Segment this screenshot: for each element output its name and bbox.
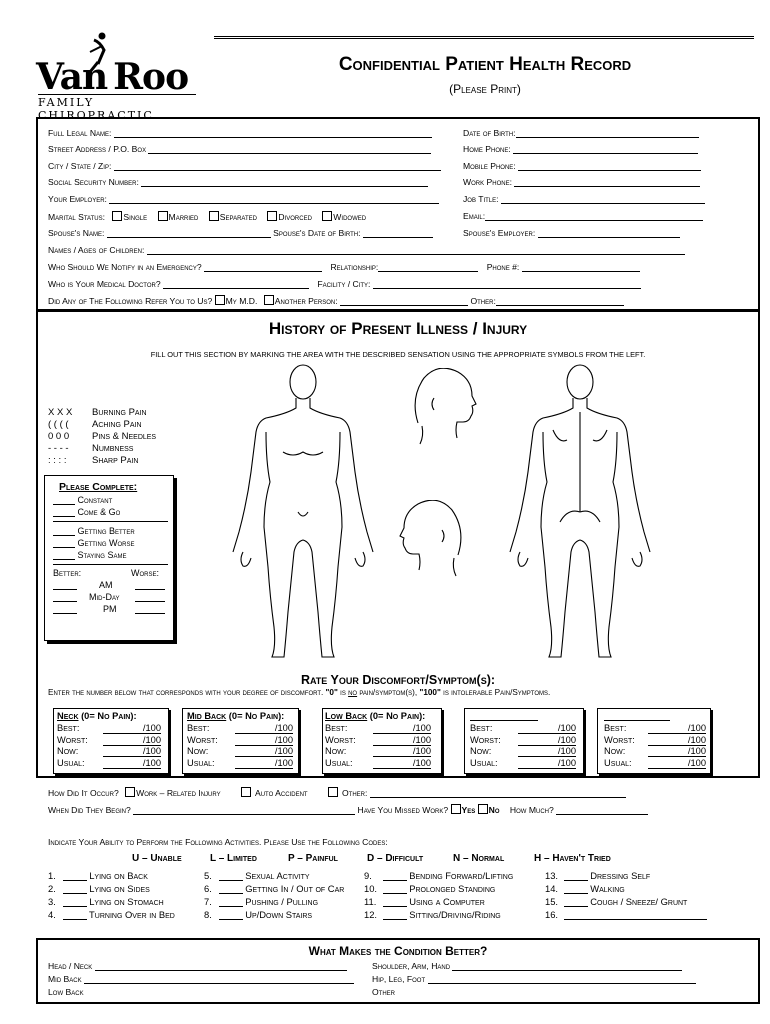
hip-label: Hip, Leg, Foot bbox=[372, 974, 426, 984]
legend-label: Numbness bbox=[92, 443, 134, 454]
how-much-field[interactable] bbox=[556, 805, 648, 815]
activity-label: Cough / Sneeze/ Grunt bbox=[590, 896, 688, 907]
missed-yes-label: Yes bbox=[461, 805, 476, 815]
activity-num: 11. bbox=[364, 896, 377, 907]
rating-row-label: Usual: bbox=[325, 757, 353, 768]
rating-area-note: (0= No Pain): bbox=[226, 711, 285, 721]
rating-row-label: Now: bbox=[604, 746, 626, 757]
rating-custom-1 bbox=[470, 711, 576, 769]
activity-item bbox=[204, 896, 318, 907]
mobile-label: Mobile Phone: bbox=[463, 161, 516, 171]
how-occur-label: How Did It Occur? bbox=[48, 788, 119, 798]
come-go-blank[interactable] bbox=[53, 507, 75, 517]
rating-row-label: Best: bbox=[57, 723, 80, 733]
rating-row-label: Best: bbox=[187, 723, 210, 733]
rating-row-label: Usual: bbox=[470, 757, 498, 768]
other-cause-label: Other: bbox=[341, 788, 368, 798]
phone-label: Phone #: bbox=[486, 262, 520, 272]
ref-md-label: My M.D. bbox=[225, 296, 258, 306]
ref-other-person-field[interactable] bbox=[340, 296, 468, 306]
rating-input[interactable]: /100 bbox=[235, 758, 293, 769]
activity-blank[interactable] bbox=[63, 910, 87, 920]
activity-num: 13. bbox=[545, 870, 559, 881]
activity-label: Up/Down Stairs bbox=[245, 909, 313, 920]
missed-no-checkbox[interactable] bbox=[478, 804, 488, 814]
rating-instruction-a: Enter the number below that corresponds with your degree of discomfort. bbox=[48, 688, 326, 697]
rating-input[interactable]: /100 bbox=[648, 758, 706, 769]
activity-blank[interactable] bbox=[564, 871, 588, 881]
rating-area-note: (0= No Pain): bbox=[367, 711, 426, 721]
rating-row-label: Worst: bbox=[187, 734, 218, 745]
rating-area-note: (0= No Pain): bbox=[78, 711, 137, 721]
activity-num: 14. bbox=[545, 883, 559, 894]
ref-other-field[interactable] bbox=[496, 296, 624, 306]
marital-married-checkbox[interactable] bbox=[158, 211, 168, 221]
activity-blank[interactable] bbox=[564, 897, 588, 907]
when-began-field[interactable] bbox=[133, 805, 355, 815]
rating-instruction-g: is intolerable Pain/Symptoms. bbox=[440, 688, 551, 697]
rating-area-name-field[interactable] bbox=[470, 711, 538, 721]
activity-num: 15. bbox=[545, 896, 559, 907]
spouse-name-field[interactable] bbox=[107, 228, 271, 238]
marital-separated-checkbox[interactable] bbox=[209, 211, 219, 221]
activity-num: 6. bbox=[204, 883, 212, 894]
rating-instruction-hundred: "100" bbox=[419, 688, 441, 697]
doctor-field[interactable] bbox=[163, 279, 309, 289]
logo bbox=[36, 28, 196, 122]
how-much-label: How Much? bbox=[509, 805, 554, 815]
rating-row-label: Now: bbox=[470, 746, 492, 757]
hip-field[interactable] bbox=[428, 974, 696, 984]
activity-num: 4. bbox=[48, 909, 56, 920]
ssn-label: Social Security Number: bbox=[48, 177, 139, 187]
symbol-legend bbox=[48, 407, 156, 467]
better-label: Better: bbox=[53, 568, 82, 578]
activity-blank[interactable] bbox=[219, 871, 243, 881]
activity-blank[interactable] bbox=[383, 871, 407, 881]
page-title: Confidential Patient Health Record bbox=[338, 54, 632, 75]
rating-low-back bbox=[325, 711, 431, 769]
activity-item bbox=[545, 883, 625, 894]
activity-item bbox=[204, 909, 312, 920]
activity-label: Using a Computer bbox=[409, 896, 485, 907]
activity-num: 9. bbox=[364, 870, 372, 881]
better-title: What Makes the Condition Better? bbox=[308, 944, 488, 958]
constant-blank[interactable] bbox=[53, 495, 75, 505]
rating-input[interactable]: /100 bbox=[103, 746, 161, 757]
midday-label: Mid-Day bbox=[89, 592, 120, 602]
activity-num: 7. bbox=[204, 896, 212, 907]
job-title-field[interactable] bbox=[501, 194, 705, 204]
pm-better-blank[interactable] bbox=[53, 604, 77, 614]
rating-row-label: Worst: bbox=[57, 734, 88, 745]
activity-item bbox=[48, 870, 148, 881]
activity-blank[interactable] bbox=[63, 871, 87, 881]
other-better-label: Other bbox=[372, 987, 396, 997]
rating-row-label: Worst: bbox=[325, 734, 356, 745]
legend-symbol: - - - - bbox=[48, 443, 69, 454]
auto-accident-checkbox[interactable] bbox=[241, 787, 251, 797]
rating-input[interactable]: /100 bbox=[518, 735, 576, 746]
activity-item bbox=[48, 909, 175, 920]
activity-item bbox=[364, 870, 513, 881]
rating-area-name: Mid Back bbox=[187, 711, 227, 721]
activity-label: Dressing Self bbox=[590, 870, 651, 881]
midday-better-blank[interactable] bbox=[53, 592, 77, 602]
rating-input[interactable]: /100 bbox=[103, 758, 161, 769]
activity-label: Sitting/Driving/Riding bbox=[409, 909, 501, 920]
midday-worse-blank[interactable] bbox=[135, 592, 165, 602]
legend-label: Sharp Pain bbox=[92, 455, 139, 466]
marital-divorced-checkbox[interactable] bbox=[267, 211, 277, 221]
marital-widowed-checkbox[interactable] bbox=[322, 211, 332, 221]
rating-instruction-is: is bbox=[337, 688, 349, 697]
email-label: Email: bbox=[463, 211, 486, 221]
ref-other-label: Other: bbox=[470, 296, 496, 306]
getting-better-label: Getting Better bbox=[77, 526, 135, 536]
rating-neck bbox=[57, 711, 161, 769]
shoulder-label: Shoulder, Arm, Hand bbox=[372, 961, 451, 971]
logo-brand-left: Van bbox=[36, 56, 108, 98]
rating-input[interactable]: /100 bbox=[235, 723, 293, 734]
ref-other-person-label: Another Person: bbox=[274, 296, 338, 306]
pm-label: PM bbox=[103, 604, 117, 614]
rating-row-label: Best: bbox=[325, 723, 348, 733]
work-phone-field[interactable] bbox=[514, 177, 700, 187]
getting-better-blank[interactable] bbox=[53, 526, 75, 536]
code-normal: N – Normal bbox=[453, 853, 505, 864]
rating-row-label: Usual: bbox=[57, 757, 85, 768]
legend-symbol: ( ( ( ( bbox=[48, 419, 69, 430]
facility-label: Facility / City: bbox=[317, 279, 371, 289]
mid-back-field[interactable] bbox=[84, 974, 354, 984]
other-cause-checkbox[interactable] bbox=[328, 787, 338, 797]
full-name-field[interactable] bbox=[114, 128, 432, 138]
home-phone-label: Home Phone: bbox=[463, 144, 511, 154]
rating-input[interactable]: /100 bbox=[373, 735, 431, 746]
activity-blank[interactable] bbox=[383, 884, 407, 894]
constant-label: Constant bbox=[77, 495, 113, 505]
dob-field[interactable] bbox=[516, 128, 699, 138]
rating-row-label: Best: bbox=[470, 723, 493, 733]
work-injury-label: Work – Related Injury bbox=[136, 788, 221, 798]
rating-area-name: Low Back bbox=[325, 711, 368, 721]
activity-blank[interactable] bbox=[564, 910, 707, 920]
activity-item bbox=[204, 870, 310, 881]
ref-md-checkbox[interactable] bbox=[215, 295, 225, 305]
job-title-label: Job Title: bbox=[463, 194, 499, 204]
activity-item bbox=[364, 896, 485, 907]
spouse-dob-label: Spouse's Date of Birth: bbox=[273, 228, 361, 238]
rating-row-label: Now: bbox=[187, 746, 209, 757]
rating-instruction bbox=[48, 688, 748, 697]
rating-input[interactable]: /100 bbox=[518, 723, 576, 734]
activity-num: 3. bbox=[48, 896, 56, 907]
missed-yes-checkbox[interactable] bbox=[451, 804, 461, 814]
marital-divorced-label: Divorced bbox=[278, 212, 312, 222]
marital-label: Marital Status: bbox=[48, 212, 106, 222]
activity-item bbox=[204, 883, 344, 894]
street-field[interactable] bbox=[148, 144, 431, 154]
history-title: History of Present Illness / Injury bbox=[268, 319, 528, 338]
activity-label: Getting In / Out of Car bbox=[245, 883, 345, 894]
rating-row-label: Usual: bbox=[187, 757, 215, 768]
head-side-left-diagram[interactable] bbox=[398, 500, 468, 580]
activity-item bbox=[48, 883, 150, 894]
full-name-label: Full Legal Name: bbox=[48, 128, 112, 138]
history-instruction: FILL OUT THIS SECTION BY MARKING THE AREA WITH THE DESCRIBED SENSATION USING THE APPROPRIATE SYMBOLS FROM THE LEFT. bbox=[150, 350, 646, 359]
rating-row-label: Worst: bbox=[470, 734, 501, 745]
body-back-diagram[interactable] bbox=[505, 362, 655, 667]
mobile-field[interactable] bbox=[518, 161, 701, 171]
rating-input[interactable]: /100 bbox=[235, 735, 293, 746]
mid-back-label: Mid Back bbox=[48, 974, 82, 984]
activity-label: Pushing / Pulling bbox=[245, 896, 319, 907]
activity-blank[interactable] bbox=[219, 897, 243, 907]
rating-row-label: Best: bbox=[604, 723, 627, 733]
phone-field[interactable] bbox=[522, 262, 640, 272]
marital-separated-label: Separated bbox=[219, 212, 257, 222]
rating-input[interactable]: /100 bbox=[518, 746, 576, 757]
rating-input[interactable]: /100 bbox=[103, 735, 161, 746]
head-side-right-diagram[interactable] bbox=[408, 368, 478, 448]
when-began-label: When Did They Begin? bbox=[48, 805, 131, 815]
rating-row-label: Worst: bbox=[604, 734, 635, 745]
activity-item bbox=[545, 909, 707, 920]
activity-label: Lying on Sides bbox=[89, 883, 150, 894]
getting-worse-blank[interactable] bbox=[53, 538, 75, 548]
activity-num: 1. bbox=[48, 870, 56, 881]
activity-label: Turning Over in Bed bbox=[89, 909, 175, 920]
body-front-diagram[interactable] bbox=[228, 362, 378, 667]
referral-label: Did Any of The Following Refer You to Us? bbox=[48, 296, 213, 306]
staying-same-blank[interactable] bbox=[53, 550, 75, 560]
activity-num: 16. bbox=[545, 909, 559, 920]
legend-symbol: X X X bbox=[48, 407, 73, 418]
rating-custom-2 bbox=[604, 711, 706, 769]
missed-no-label: No bbox=[488, 805, 500, 815]
spouse-dob-field[interactable] bbox=[363, 228, 433, 238]
activity-item bbox=[364, 883, 495, 894]
activity-num: 2. bbox=[48, 883, 56, 894]
marital-single-label: Single bbox=[123, 212, 148, 222]
relationship-field[interactable] bbox=[378, 262, 478, 272]
rating-input[interactable]: /100 bbox=[648, 723, 706, 734]
please-complete-box bbox=[44, 475, 174, 641]
relationship-label: Relationship: bbox=[330, 262, 379, 272]
ssn-field[interactable] bbox=[141, 177, 428, 187]
activity-blank[interactable] bbox=[383, 897, 407, 907]
rating-input[interactable]: /100 bbox=[103, 723, 161, 734]
rating-input[interactable]: /100 bbox=[373, 723, 431, 734]
dob-label: Date of Birth: bbox=[463, 128, 516, 138]
activity-num: 5. bbox=[204, 870, 212, 881]
rating-instruction-no: no bbox=[348, 688, 358, 697]
missed-work-label: Have You Missed Work? bbox=[357, 805, 449, 815]
children-label: Names / Ages of Children: bbox=[48, 245, 145, 255]
rating-instruction-e: pain/symptom(s), bbox=[357, 688, 420, 697]
emergency-field[interactable] bbox=[204, 262, 322, 272]
rating-area-name-field[interactable] bbox=[604, 711, 670, 721]
code-havent-tried: H – Haven't Tried bbox=[534, 853, 611, 864]
work-injury-checkbox[interactable] bbox=[125, 787, 135, 797]
pm-worse-blank[interactable] bbox=[135, 604, 165, 614]
activity-label: Walking bbox=[590, 883, 625, 894]
activity-item bbox=[545, 870, 650, 881]
marital-married-label: Married bbox=[168, 212, 199, 222]
rating-input[interactable]: /100 bbox=[648, 746, 706, 757]
spouse-name-label: Spouse's Name: bbox=[48, 228, 105, 238]
page-subtitle: (Please Print) bbox=[449, 82, 521, 96]
children-field[interactable] bbox=[147, 245, 685, 255]
legend-label: Burning Pain bbox=[92, 407, 147, 418]
activity-label: Bending Forward/Lifting bbox=[409, 870, 514, 881]
rating-area-name: Neck bbox=[57, 711, 79, 721]
spouse-employer-field[interactable] bbox=[538, 228, 680, 238]
rating-row-label: Now: bbox=[57, 746, 79, 757]
spouse-employer-label: Spouse's Employer: bbox=[463, 228, 536, 238]
activity-item bbox=[364, 909, 501, 920]
auto-accident-label: Auto Accident bbox=[254, 788, 308, 798]
street-label: Street Address / P.O. Box bbox=[48, 144, 147, 154]
worse-label: Worse: bbox=[131, 568, 159, 578]
code-limited: L – Limited bbox=[210, 853, 257, 864]
activity-blank[interactable] bbox=[383, 910, 407, 920]
employer-field[interactable] bbox=[109, 194, 439, 204]
code-difficult: D – Difficult bbox=[367, 853, 424, 864]
please-complete-title: Please Complete: bbox=[59, 481, 138, 493]
marital-single-checkbox[interactable] bbox=[112, 211, 122, 221]
am-label: AM bbox=[99, 580, 113, 590]
activity-label: Lying on Back bbox=[89, 870, 148, 881]
activity-label: Lying on Stomach bbox=[89, 896, 164, 907]
facility-field[interactable] bbox=[373, 279, 641, 289]
marital-widowed-label: Widowed bbox=[333, 212, 367, 222]
head-neck-label: Head / Neck bbox=[48, 961, 93, 971]
activity-blank[interactable] bbox=[564, 884, 588, 894]
other-cause-field[interactable] bbox=[370, 788, 626, 798]
activity-num: 8. bbox=[204, 909, 212, 920]
ref-other-person-checkbox[interactable] bbox=[264, 295, 274, 305]
am-worse-blank[interactable] bbox=[135, 580, 165, 590]
activity-blank[interactable] bbox=[219, 884, 243, 894]
rating-row-label: Usual: bbox=[604, 757, 632, 768]
city-field[interactable] bbox=[114, 161, 441, 171]
rating-input[interactable]: /100 bbox=[373, 758, 431, 769]
rating-input[interactable]: /100 bbox=[648, 735, 706, 746]
legend-label: Pins & Needles bbox=[92, 431, 157, 442]
activities-instruction: Indicate Your Ability to Perform the Following Activities. Please Use the Following Codes: bbox=[48, 837, 388, 847]
legend-label: Aching Pain bbox=[92, 419, 142, 430]
rating-row-label: Now: bbox=[325, 746, 347, 757]
activity-item bbox=[545, 896, 687, 907]
head-neck-field[interactable] bbox=[95, 961, 347, 971]
legend-symbol: 0 0 0 bbox=[48, 431, 70, 442]
legend-symbol: : : : : bbox=[48, 455, 67, 466]
rating-input[interactable]: /100 bbox=[235, 746, 293, 757]
rating-input[interactable]: /100 bbox=[373, 746, 431, 757]
city-label: City / State / Zip: bbox=[48, 161, 112, 171]
low-back-label: Low Back bbox=[48, 987, 84, 997]
activity-num: 12. bbox=[364, 909, 378, 920]
come-go-label: Come & Go bbox=[77, 507, 121, 517]
rating-input[interactable]: /100 bbox=[518, 758, 576, 769]
home-phone-field[interactable] bbox=[513, 144, 698, 154]
activity-num: 10. bbox=[364, 883, 378, 894]
work-phone-label: Work Phone: bbox=[463, 177, 512, 187]
activity-label: Prolonged Standing bbox=[409, 883, 496, 894]
code-unable: U – Unable bbox=[132, 853, 182, 864]
rating-title: Rate Your Discomfort/Symptom(s): bbox=[300, 673, 496, 687]
getting-worse-label: Getting Worse bbox=[77, 538, 135, 548]
staying-same-label: Staying Same bbox=[77, 550, 127, 560]
am-better-blank[interactable] bbox=[53, 580, 77, 590]
employer-label: Your Employer: bbox=[48, 194, 107, 204]
activity-item bbox=[48, 896, 164, 907]
rating-instruction-zero: "0" bbox=[325, 688, 338, 697]
code-painful: P – Painful bbox=[288, 853, 338, 864]
logo-subtitle: FAMILY CHIROPRACTIC bbox=[38, 94, 196, 122]
activity-blank[interactable] bbox=[219, 910, 243, 920]
doctor-label: Who is Your Medical Doctor? bbox=[48, 279, 161, 289]
rating-mid-back bbox=[187, 711, 293, 769]
email-field[interactable] bbox=[485, 211, 703, 221]
logo-brand-right: Roo bbox=[113, 56, 189, 98]
activity-blank[interactable] bbox=[63, 884, 87, 894]
emergency-label: Who Should We Notify in an Emergency? bbox=[48, 262, 202, 272]
activity-blank[interactable] bbox=[63, 897, 87, 907]
activity-label: Sexual Activity bbox=[245, 870, 310, 881]
shoulder-field[interactable] bbox=[452, 961, 682, 971]
